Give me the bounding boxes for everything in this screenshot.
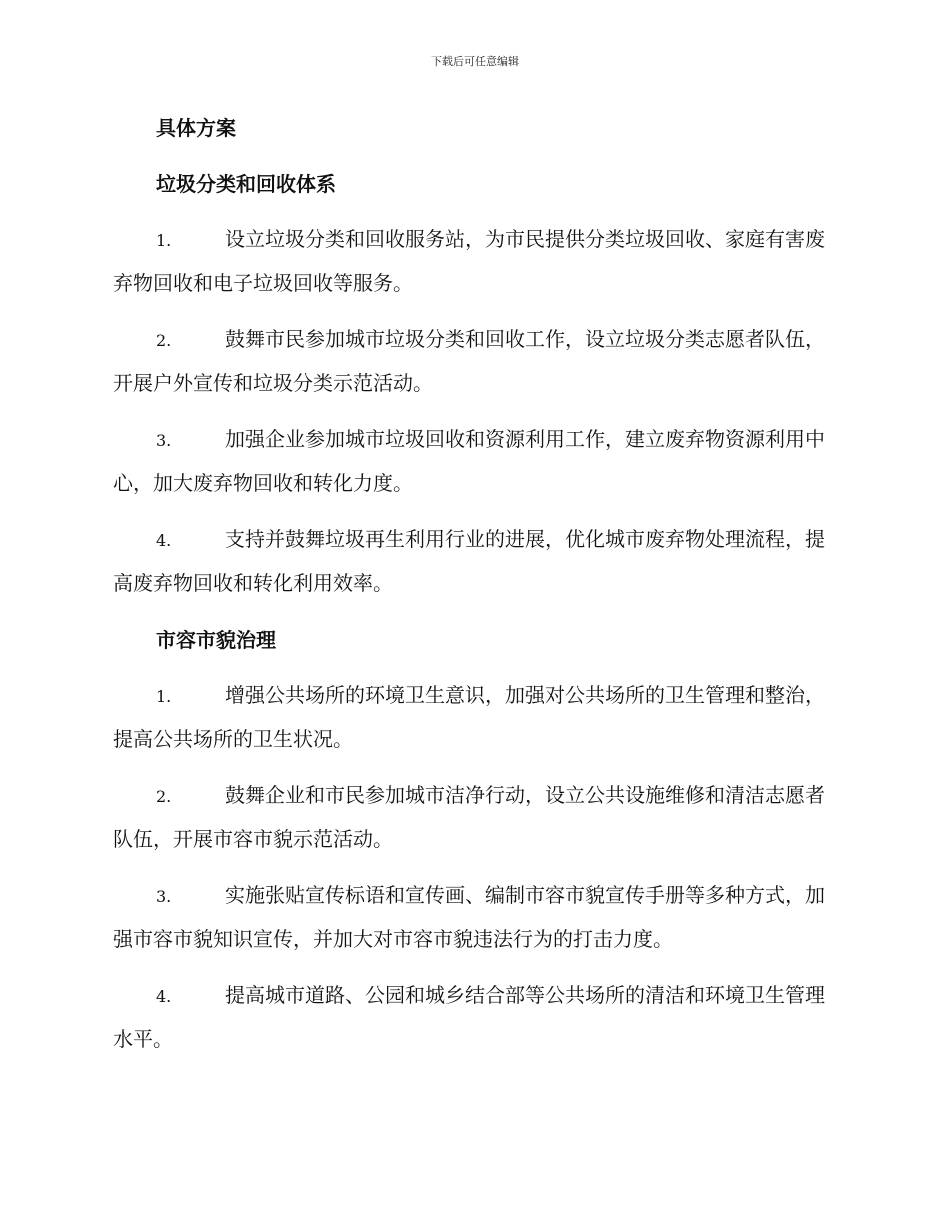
list-item-text: 设立垃圾分类和回收服务站，为市民提供分类垃圾回收、家庭有害废弃物回收和电子垃圾回收等服务。 xyxy=(113,227,825,295)
list-item-number: 1. xyxy=(156,687,172,706)
list-item-number: 4. xyxy=(156,531,172,550)
list-item-text: 增强公共场所的环境卫生意识，加强对公共场所的卫生管理和整治，提高公共场所的卫生状况。 xyxy=(113,683,825,751)
list-item-text: 实施张贴宣传标语和宣传画、编制市容市貌宣传手册等多种方式，加强市容市貌知识宣传，并加大对市容市貌违法行为的打击力度。 xyxy=(113,883,825,951)
list-item-text: 提高城市道路、公园和城乡结合部等公共场所的清洁和环境卫生管理水平。 xyxy=(113,983,825,1051)
list-item xyxy=(113,774,835,860)
list-item-text: 鼓舞市民参加城市垃圾分类和回收工作，设立垃圾分类志愿者队伍，开展户外宣传和垃圾分类示范活动。 xyxy=(113,327,825,395)
list-item xyxy=(113,318,835,404)
list-item-text: 支持并鼓舞垃圾再生利用行业的进展，优化城市废弃物处理流程，提高废弃物回收和转化利用效率。 xyxy=(113,527,825,595)
list-item-number: 3. xyxy=(156,431,172,450)
document-body xyxy=(113,108,835,1074)
list-item xyxy=(113,974,835,1060)
list-item xyxy=(113,218,835,304)
list-item xyxy=(113,418,835,504)
page-header: 下载后可任意编辑 xyxy=(431,55,519,68)
list-item-number: 2. xyxy=(156,331,172,350)
list-item-number: 3. xyxy=(156,887,172,906)
list-item xyxy=(113,518,835,604)
list-item-text: 鼓舞企业和市民参加城市洁净行动，设立公共设施维修和清洁志愿者队伍，开展市容市貌示范活动。 xyxy=(113,783,825,851)
list-item-text: 加强企业参加城市垃圾回收和资源利用工作，建立废弃物资源利用中心，加大废弃物回收和转化力度。 xyxy=(113,427,825,495)
document-title: 具体方案 xyxy=(156,116,236,140)
list-item-number: 4. xyxy=(156,987,172,1006)
section-heading-waste-sorting: 垃圾分类和回收体系 xyxy=(156,172,336,196)
list-item xyxy=(113,674,835,760)
list-item xyxy=(113,874,835,960)
list-item-number: 1. xyxy=(156,231,172,250)
section-heading-city-appearance: 市容市貌治理 xyxy=(156,628,276,652)
list-item-number: 2. xyxy=(156,787,172,806)
